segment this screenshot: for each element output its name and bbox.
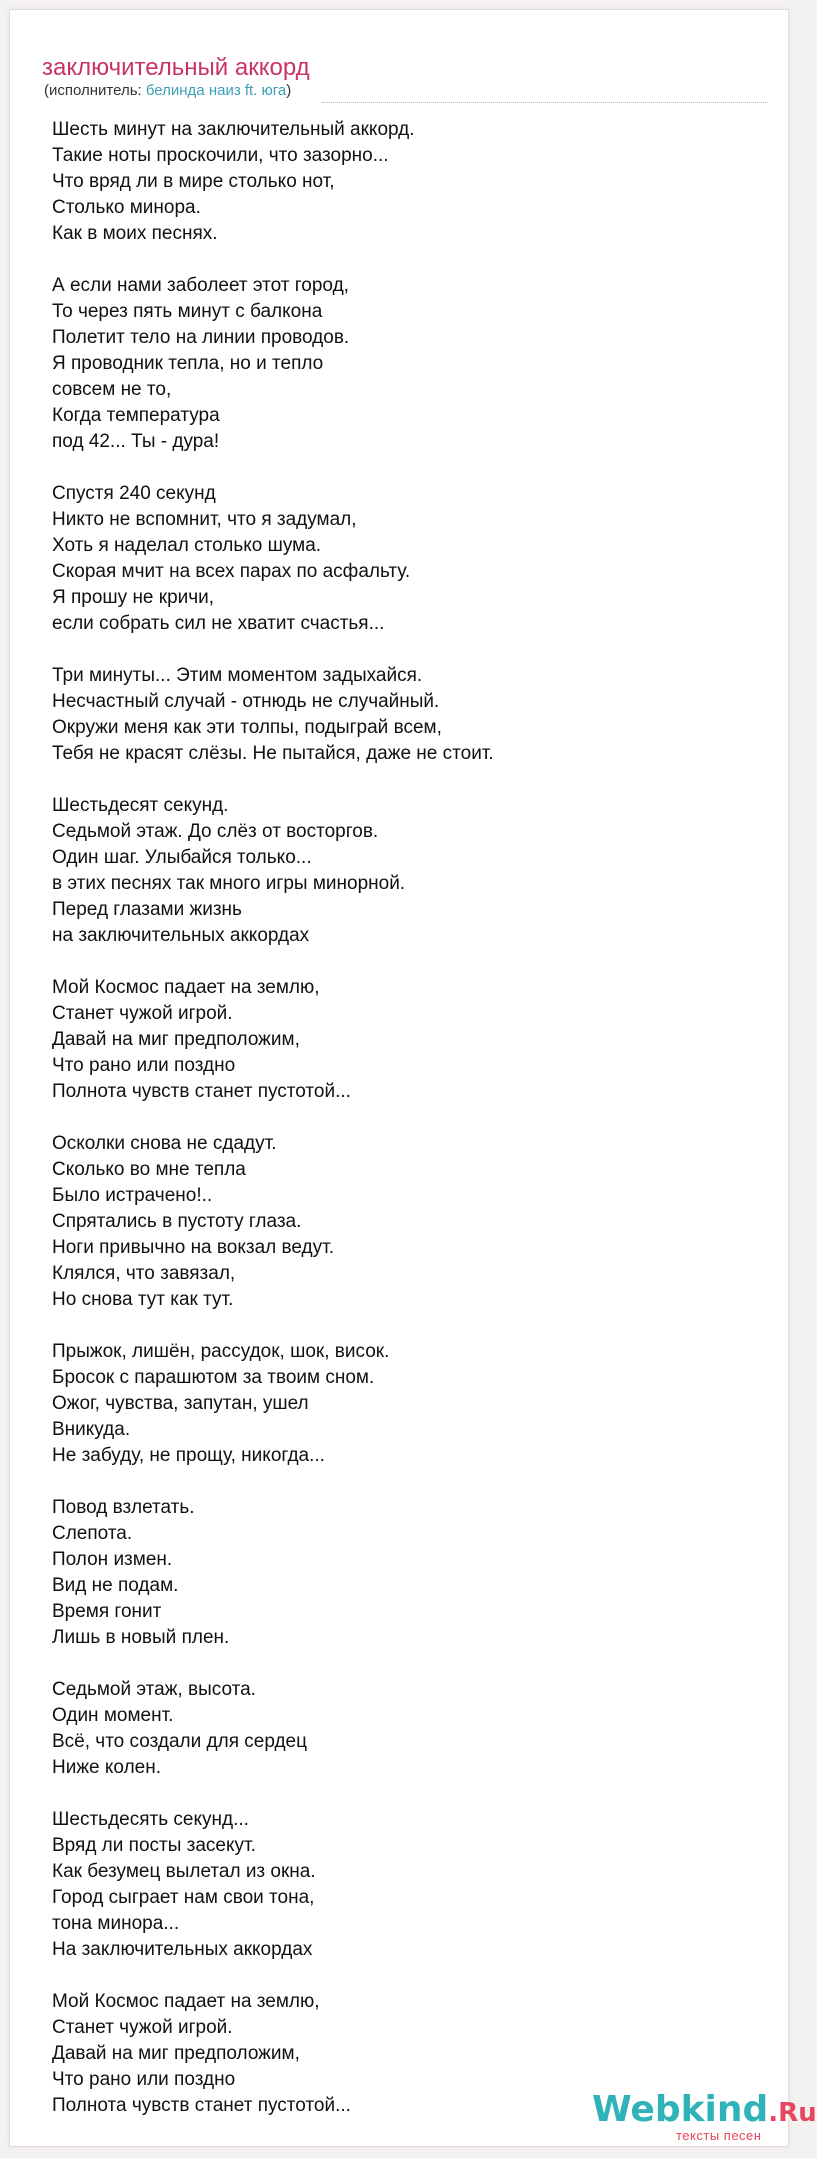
lyrics-line: Спустя 240 секунд (52, 483, 216, 504)
lyrics-line: Один момент. (52, 1705, 174, 1726)
lyrics-stanza (52, 663, 772, 767)
artist-suffix: ) (286, 82, 292, 99)
lyrics-line: Шесть минут на заключительный аккорд. (52, 119, 415, 140)
lyrics-line: Тебя не красят слёзы. Не пытайся, даже не стоит. (52, 743, 494, 764)
lyrics-card (9, 9, 817, 2147)
lyrics-line: Давай на миг предположим, (52, 2043, 300, 2064)
lyrics-line: На заключительных аккордах (52, 1939, 313, 1960)
lyrics-line: Я прошу не кричи, (52, 587, 215, 608)
site-logo[interactable] (590, 2089, 817, 2154)
lyrics-line: совсем не то, (52, 379, 172, 400)
lyrics-line: Столько минора. (52, 197, 201, 218)
lyrics-line: Ниже колен. (52, 1757, 161, 1778)
lyrics-line: А если нами заболеет этот город, (52, 275, 349, 296)
logo-subtitle: тексты песен (676, 2128, 762, 2143)
logo-suffix-text: .Ru (768, 2098, 817, 2128)
lyrics-line: Вряд ли посты засекут. (52, 1835, 256, 1856)
lyrics-line: Седьмой этаж, высота. (52, 1679, 256, 1700)
lyrics-line: Мой Космос падает на землю, (52, 1991, 320, 2012)
lyrics-line: Не забуду, не прощу, никогда... (52, 1445, 325, 1466)
header-divider (322, 102, 768, 103)
lyrics-stanza (52, 481, 772, 637)
artist-link[interactable]: белинда наиз ft. юга (145, 82, 287, 99)
lyrics-line: Клялся, что завязал, (52, 1263, 236, 1284)
lyrics-line: Хоть я наделал столько шума. (52, 535, 322, 556)
lyrics-line: Станет чужой игрой. (52, 1003, 233, 1024)
artist-line (44, 82, 291, 100)
lyrics-line: Всё, что создали для сердец (52, 1731, 307, 1752)
lyrics-line: Никто не вспомнит, что я задумал, (52, 509, 357, 530)
lyrics-line: Полетит тело на линии проводов. (52, 327, 350, 348)
lyrics-line: Когда температура (52, 405, 220, 426)
lyrics-line: Что рано или поздно (52, 1055, 236, 1076)
lyrics-line: Окружи меня как эти толпы, подыграй всем, (52, 717, 442, 738)
lyrics-line: под 42... Ты - дура! (52, 431, 220, 452)
lyrics-line: Повод взлетать. (52, 1497, 195, 1518)
lyrics-line: Полнота чувств станет пустотой... (52, 2095, 351, 2116)
lyrics-line: Такие ноты проскочили, что зазорно... (52, 145, 389, 166)
lyrics-line: Сколько во мне тепла (52, 1159, 246, 1180)
lyrics-line: Седьмой этаж. До слёз от восторгов. (52, 821, 379, 842)
lyrics-stanza (52, 1131, 772, 1313)
lyrics-line: Как безумец вылетал из окна. (52, 1861, 316, 1882)
lyrics-line: Прыжок, лишён, рассудок, шок, висок. (52, 1341, 390, 1362)
lyrics-line: Что рано или поздно (52, 2069, 236, 2090)
lyrics-line: Слепота. (52, 1523, 133, 1544)
lyrics-line: Я проводник тепла, но и тепло (52, 353, 324, 374)
logo-wordmark (592, 2090, 817, 2133)
lyrics-line: Ожог, чувства, запутан, ушел (52, 1393, 309, 1414)
lyrics-line: Как в моих песнях. (52, 223, 218, 244)
lyrics-line: Время гонит (52, 1601, 162, 1622)
lyrics-line: Ноги привычно на вокзал ведут. (52, 1237, 335, 1258)
lyrics-line: Бросок с парашютом за твоим сном. (52, 1367, 375, 1388)
lyrics-line: Вид не подам. (52, 1575, 179, 1596)
lyrics-line: Спрятались в пустоту глаза. (52, 1211, 302, 1232)
lyrics-line: Осколки снова не сдадут. (52, 1133, 277, 1154)
lyrics-line: Мой Космос падает на землю, (52, 977, 320, 998)
lyrics-line: Три минуты... Этим моментом задыхайся. (52, 665, 423, 686)
lyrics-stanza (52, 1339, 772, 1469)
lyrics-line: Город сыграет нам свои тона, (52, 1887, 315, 1908)
lyrics-line: в этих песнях так много игры минорной. (52, 873, 406, 894)
lyrics-line: То через пять минут с балкона (52, 301, 323, 322)
song-title: заключительный аккорд (42, 54, 310, 81)
lyrics-line: Шестьдесят секунд. (52, 795, 229, 816)
lyrics-line: Один шаг. Улыбайся только... (52, 847, 312, 868)
lyrics-body (52, 117, 772, 2145)
lyrics-line: Полнота чувств станет пустотой... (52, 1081, 351, 1102)
artist-prefix: (исполнитель: (44, 82, 146, 99)
logo-main-text: Webkind (592, 2089, 769, 2130)
lyrics-line: тона минора... (52, 1913, 180, 1934)
lyrics-line: на заключительных аккордах (52, 925, 310, 946)
lyrics-stanza (52, 1677, 772, 1781)
lyrics-line: Шестьдесять секунд... (52, 1809, 249, 1830)
lyrics-line: Что вряд ли в мире столько нот, (52, 171, 335, 192)
lyrics-stanza (52, 1495, 772, 1651)
lyrics-line: Лишь в новый плен. (52, 1627, 230, 1648)
lyrics-line: Скорая мчит на всех парах по асфальту. (52, 561, 411, 582)
lyrics-line: Но снова тут как тут. (52, 1289, 234, 1310)
lyrics-line: Несчастный случай - отнюдь не случайный. (52, 691, 440, 712)
lyrics-stanza (52, 975, 772, 1105)
lyrics-stanza (52, 793, 772, 949)
lyrics-stanza (52, 1807, 772, 1963)
lyrics-line: Перед глазами жизнь (52, 899, 242, 920)
lyrics-line: Было истрачено!.. (52, 1185, 213, 1206)
lyrics-stanza (52, 273, 772, 455)
lyrics-line: Полон измен. (52, 1549, 173, 1570)
lyrics-line: Вникуда. (52, 1419, 131, 1440)
lyrics-line: Станет чужой игрой. (52, 2017, 233, 2038)
lyrics-line: если собрать сил не хватит счастья... (52, 613, 385, 634)
lyrics-line: Давай на миг предположим, (52, 1029, 300, 1050)
lyrics-stanza (52, 117, 772, 247)
